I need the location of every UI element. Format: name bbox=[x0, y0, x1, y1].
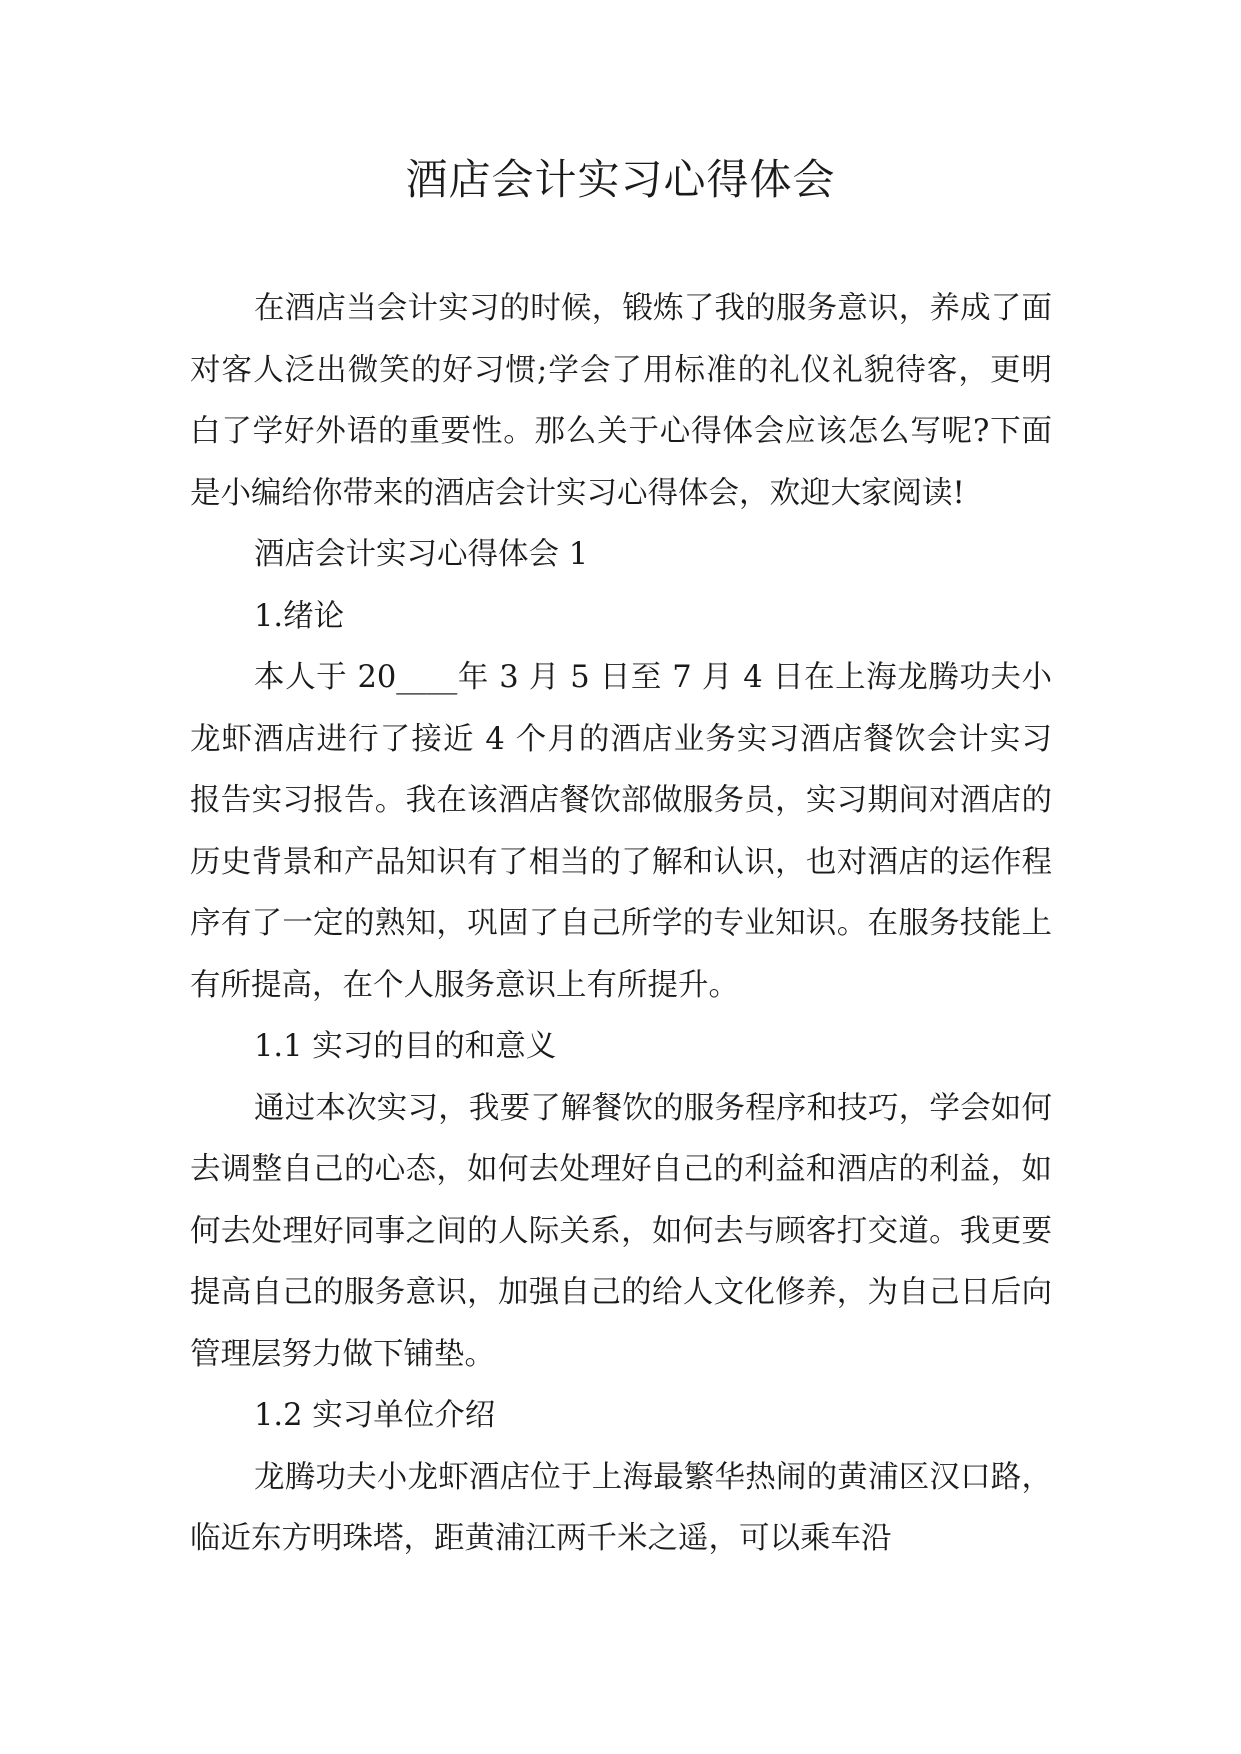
section-heading: 1.2 实习单位介绍 bbox=[254, 1398, 496, 1433]
section-heading: 1.绪论 bbox=[254, 598, 345, 634]
section-heading: 1.1 实习的目的和意义 bbox=[254, 1029, 557, 1064]
document-title: 酒店会计实习心得体会 bbox=[405, 155, 836, 204]
document-body bbox=[190, 278, 1052, 1570]
body-paragraph: 本人于 20____年 3 月 5 日至 7 月 4 日在上海龙腾功夫小龙虾酒店进行了接近 4 个月的酒店业务实习酒店餐饮会计实习报告实习报告。我在该酒店餐饮部做服务员，实习期间对酒店的历史背景和产品知识有了相当的了解和认识，也对酒店的运作程序有了一定的熟知，巩固了自己所学的专业知识。在服务技能上有所提高，在个人服务意识上有所提升。 bbox=[190, 660, 1052, 1003]
intro-paragraph: 在酒店当会计实习的时候，锻炼了我的服务意识，养成了面对客人泛出微笑的好习惯;学会了用标准的礼仪礼貌待客，更明白了学好外语的重要性。那么关于心得体会应该怎么写呢?下面是小编给你带来的酒店会计实习心得体会，欢迎大家阅读! bbox=[190, 291, 1052, 511]
body-paragraph: 通过本次实习，我要了解餐饮的服务程序和技巧，学会如何去调整自己的心态，如何去处理好自己的利益和酒店的利益，如何去处理好同事之间的人际关系，如何去与顾客打交道。我更要提高自己的服务意识，加强自己的给人文化修养，为自己日后向管理层努力做下铺垫。 bbox=[190, 1090, 1052, 1372]
body-paragraph: 龙腾功夫小龙虾酒店位于上海最繁华热闹的黄浦区汉口路，临近东方明珠塔，距黄浦江两千米之遥，可以乘车沿 bbox=[190, 1459, 1052, 1556]
section-heading: 酒店会计实习心得体会 1 bbox=[254, 537, 589, 572]
